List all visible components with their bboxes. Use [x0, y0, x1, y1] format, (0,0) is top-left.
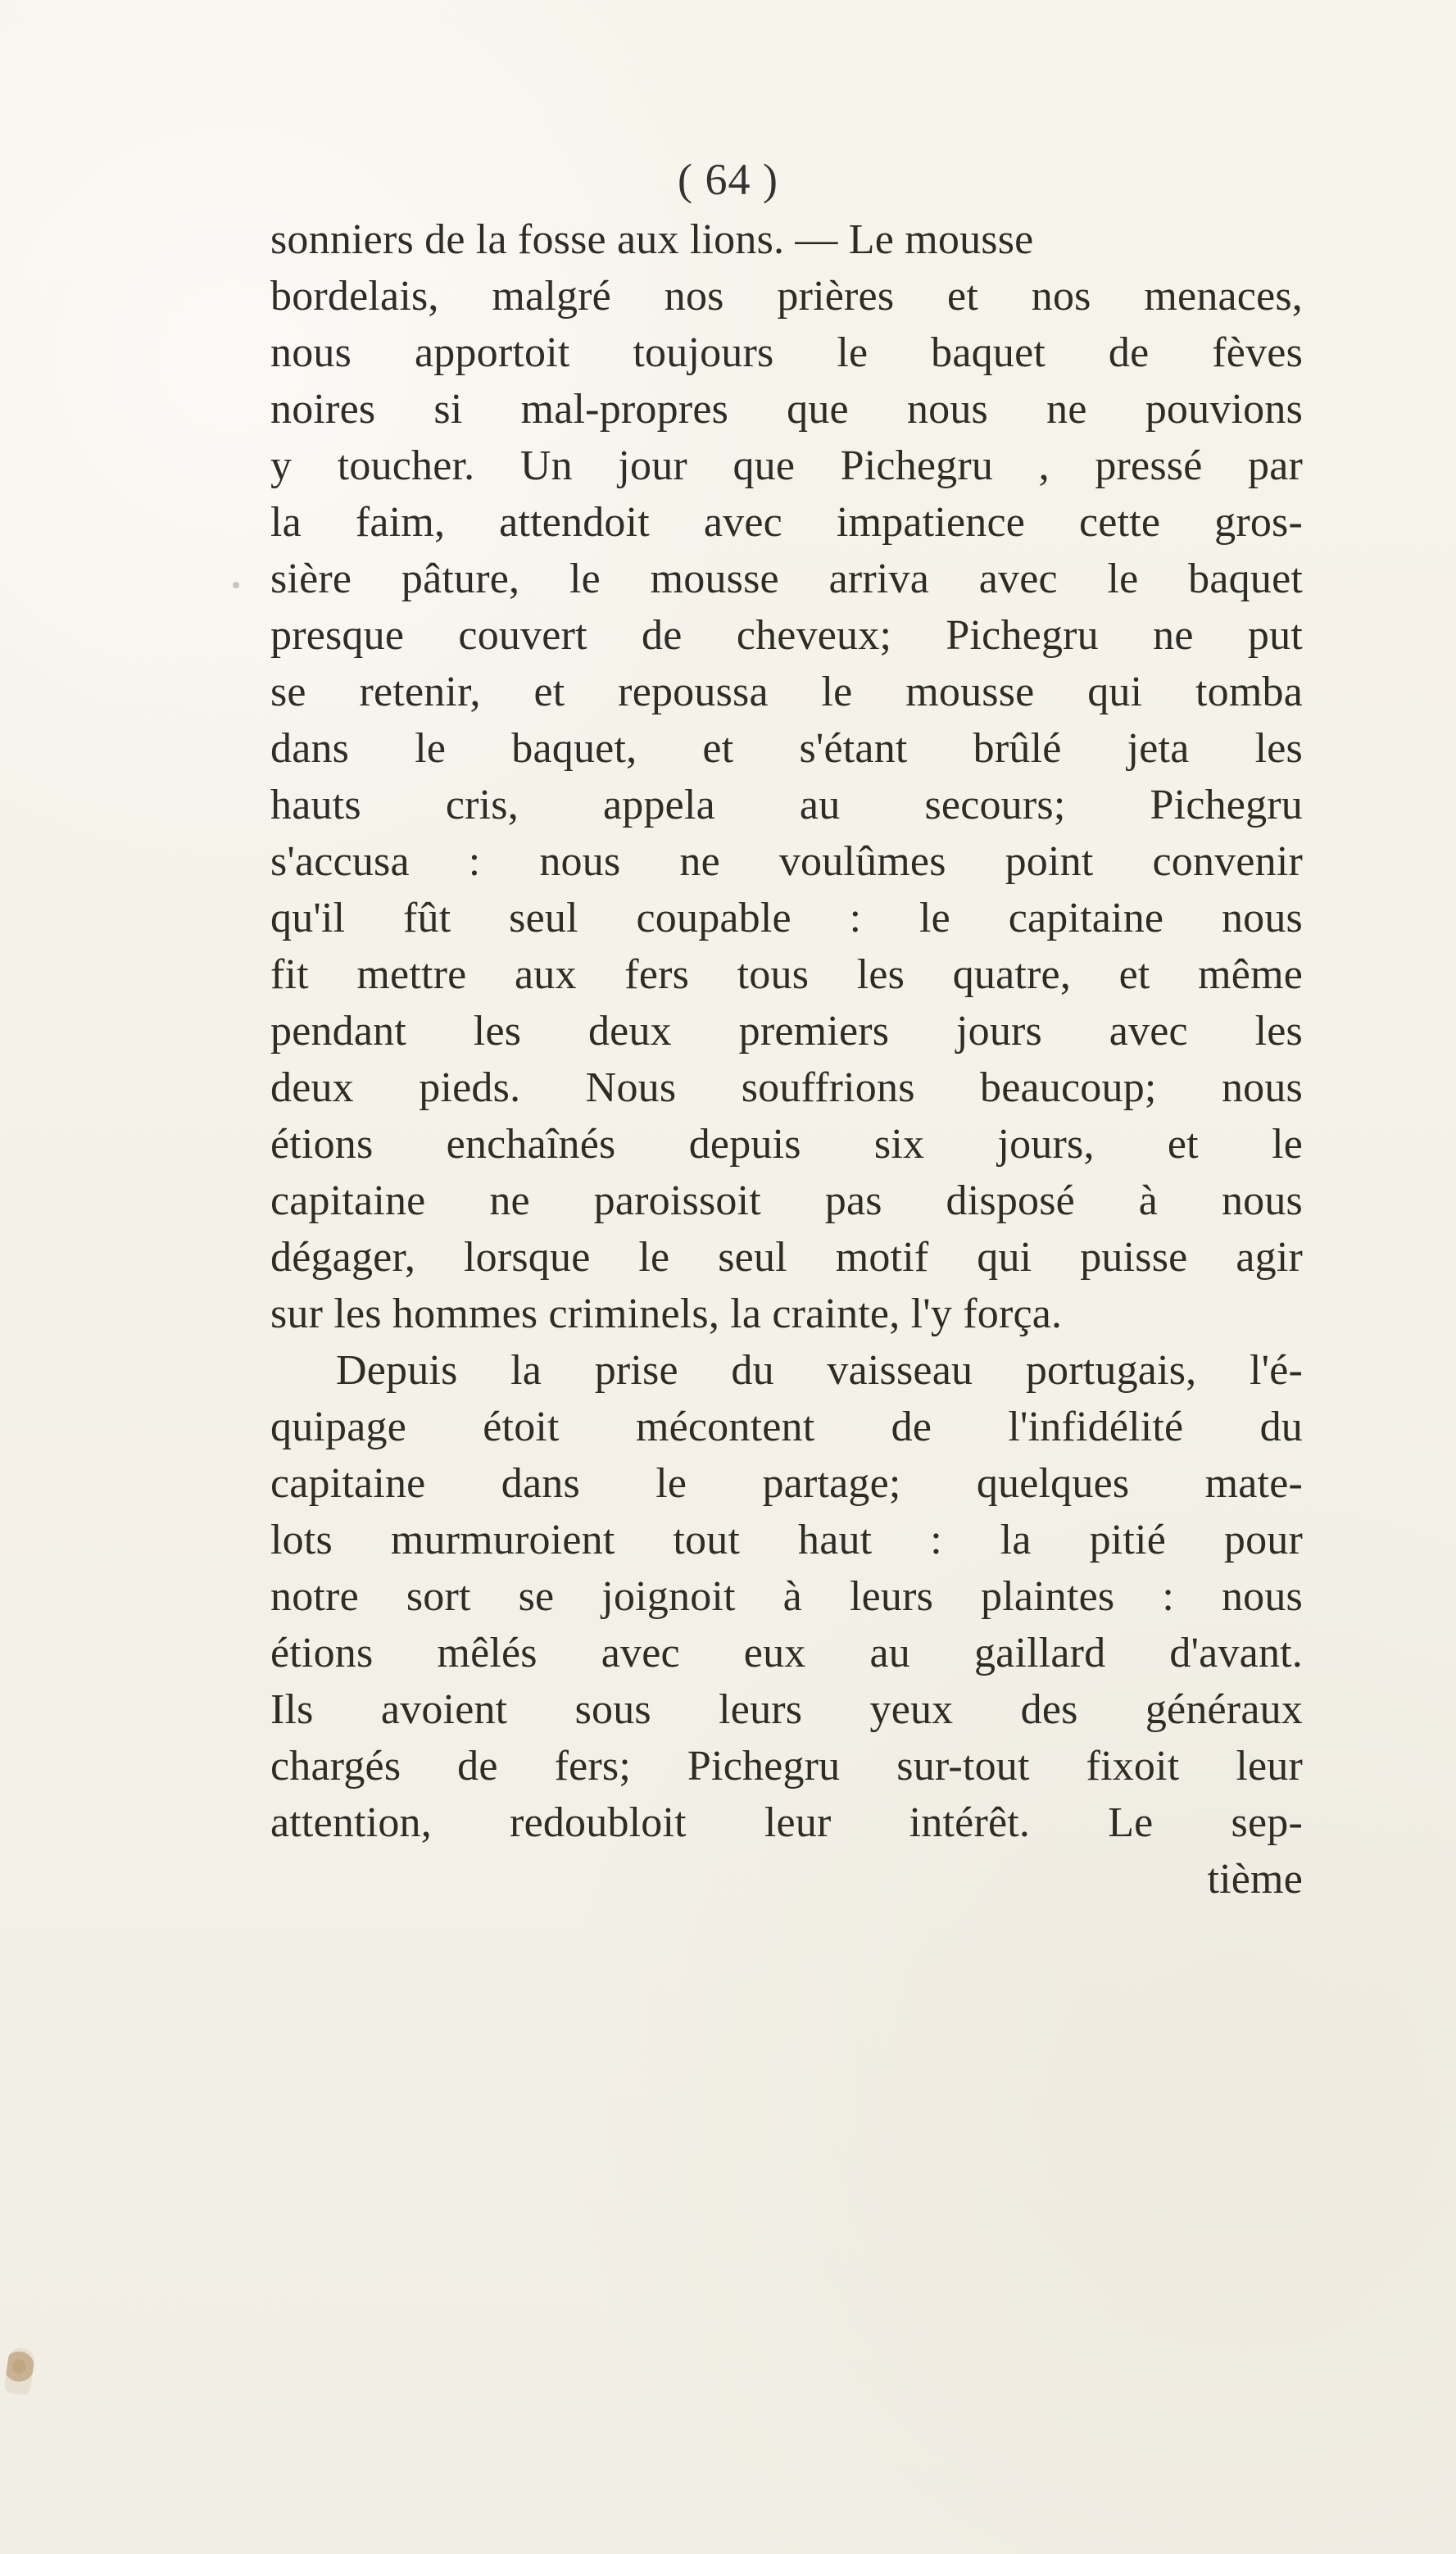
- text-line: chargés de fers; Pichegru sur-tout fixoit leur: [270, 1743, 1303, 1790]
- text-line: sur les hommes criminels, la crainte, l'y força.: [270, 1291, 1063, 1337]
- text-line: se retenir, et repoussa le mousse qui tomba: [270, 669, 1303, 715]
- text-line: fit mettre aux fers tous les quatre, et même: [270, 951, 1303, 998]
- text-line: hauts cris, appela au secours; Pichegru: [270, 782, 1303, 828]
- text-line: s'accusa : nous ne voulûmes point convenir: [270, 838, 1303, 885]
- text-line: nous apportoit toujours le baquet de fèves: [270, 329, 1303, 376]
- text-line: sonniers de la fosse aux lions. — Le mousse: [270, 216, 1034, 263]
- text-line: deux pieds. Nous souffrions beaucoup; nous: [270, 1064, 1303, 1111]
- text-line: capitaine dans le partage; quelques mate-: [270, 1460, 1303, 1507]
- text-line: Ils avoient sous leurs yeux des généraux: [270, 1686, 1303, 1733]
- text-line: pendant les deux premiers jours avec les: [270, 1008, 1303, 1055]
- text-line: lots murmuroient tout haut : la pitié pour: [270, 1517, 1303, 1563]
- text-line: notre sort se joignoit à leurs plaintes : nous: [270, 1573, 1303, 1620]
- paragraph-start-line: Depuis la prise du vaisseau portugais, l'é-: [336, 1347, 1303, 1394]
- page-number: ( 64 ): [678, 155, 778, 204]
- paper-speck: [233, 582, 239, 588]
- text-line: presque couvert de cheveux; Pichegru ne put: [270, 612, 1303, 659]
- text-line: étions mêlés avec eux au gaillard d'avant.: [270, 1630, 1303, 1676]
- text-line: noires si mal-propres que nous ne pouvions: [270, 386, 1303, 433]
- text-line: attention, redoubloit leur intérêt. Le sep-: [270, 1799, 1303, 1846]
- paper-stain: [3, 2347, 35, 2396]
- text-line: la faim, attendoit avec impatience cette gros-: [270, 499, 1303, 546]
- text-line: y toucher. Un jour que Pichegru , pressé par: [270, 442, 1303, 489]
- text-line: sière pâture, le mousse arriva avec le baquet: [270, 556, 1303, 602]
- text-line: dégager, lorsque le seul motif qui puisse agir: [270, 1234, 1303, 1281]
- text-line: étions enchaînés depuis six jours, et le: [270, 1121, 1303, 1168]
- catchword-line: tième: [1207, 1856, 1303, 1903]
- text-line: quipage étoit mécontent de l'infidélité du: [270, 1404, 1303, 1450]
- text-line: bordelais, malgré nos prières et nos menaces,: [270, 273, 1303, 320]
- page-text: [270, 211, 1303, 1908]
- text-line: capitaine ne paroissoit pas disposé à nous: [270, 1177, 1303, 1224]
- text-line: qu'il fût seul coupable : le capitaine nous: [270, 895, 1303, 941]
- text-line: dans le baquet, et s'étant brûlé jeta les: [270, 725, 1303, 772]
